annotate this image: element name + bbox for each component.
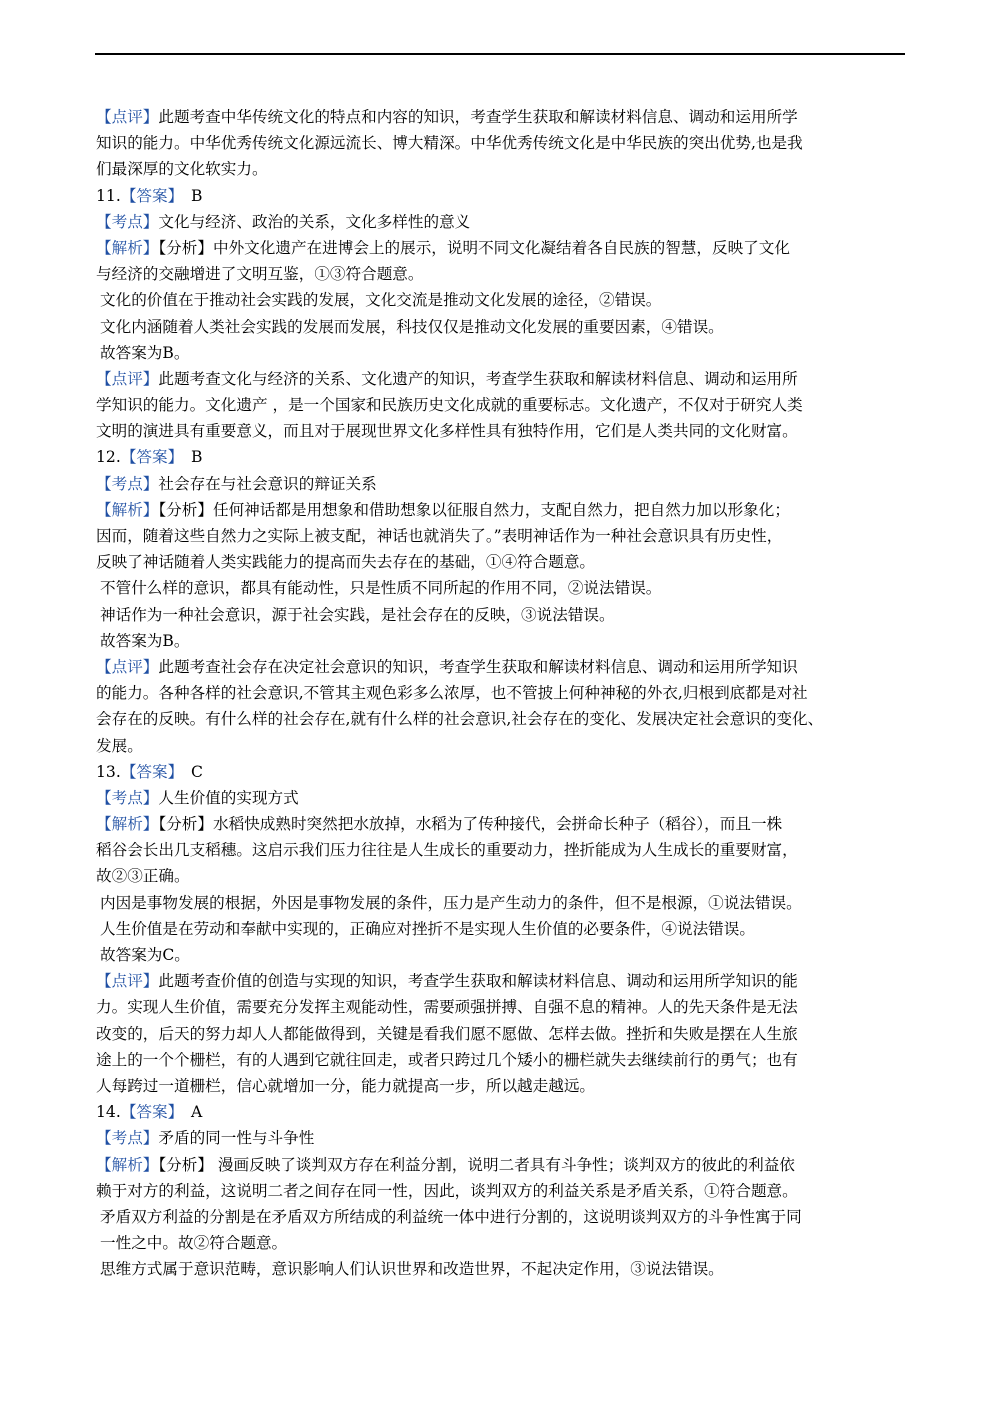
sub-tag: 【分析】 [158,500,213,519]
paragraph-line [96,209,904,235]
paragraph-line [96,1152,904,1178]
paragraph-text: 中外文化遗产在进博会上的展示，说明不同文化凝结着各自民族的智慧，反映了文化 [212,238,790,257]
paragraph-text: 与经济的交融增进了文明互鉴，①③符合题意。 [96,265,424,284]
sub-tag: 【分析】 [158,1155,213,1174]
section-tag: 【考点】 [96,1129,159,1148]
answer-line [96,759,904,785]
paragraph-text: 力。实现人生价值，需要充分发挥主观能动性，需要顽强拼搏、自强不息的精神。人的先天条件是无法 [96,998,798,1017]
paragraph-text: 人每跨过一道栅栏，信心就增加一分，能力就提高一步，所以越走越远。 [96,1076,596,1095]
paragraph-text: 会存在的反映。有什么样的社会存在,就有什么样的社会意识,社会存在的变化、发展决定社会意识的变化、 [96,710,824,729]
paragraph-text: 学知识的能力。文化遗产 ，是一个国家和民族历史文化成就的重要标志。文化遗产，不仅对于研究人类 [96,396,803,415]
paragraph-line: 文化的价值在于推动社会实践的发展，文化交流是推动文化发展的途径，②错误。 [100,291,662,310]
paragraph-line: 内因是事物发展的根据，外因是事物发展的条件，压力是产生动力的条件，但不是根源，①说法错误。 [100,893,802,912]
paragraph-text: 矛盾的同一性与斗争性 [158,1129,315,1148]
section-tag: 【点评】 [96,972,159,991]
answer-value: C [191,762,203,781]
paragraph-line [96,968,904,994]
paragraph-text: 反映了神话随着人类实践能力的提高而失去存在的基础，①④符合题意。 [96,553,596,572]
paragraph-line: 故答案为B。 [100,631,190,650]
paragraph-text: 人生价值的实现方式 [158,788,299,807]
document-body [96,104,904,1282]
paragraph-line [96,497,904,523]
paragraph-line [96,549,904,575]
paragraph-text: 的能力。各种各样的社会意识,不管其主观色彩多么浓厚，也不管披上何种神秘的外衣,归根到底都是对社 [96,684,808,703]
paragraph-line: 神话作为一种社会意识，源于社会实践，是社会存在的反映，③说法错误。 [100,605,615,624]
answer-value: B [191,186,203,205]
paragraph-line: 文化内涵随着人类社会实践的发展而发展，科技仅仅是推动文化发展的重要因素，④错误。 [100,317,724,336]
paragraph-line [96,863,904,889]
paragraph-line [96,1073,904,1099]
section-tag: 【考点】 [96,474,159,493]
paragraph-text: 社会存在与社会意识的辩证关系 [158,474,377,493]
paragraph-text: 漫画反映了谈判双方存在利益分割，说明二者具有斗争性；谈判双方的彼此的利益依 [212,1155,795,1174]
section-tag: 【点评】 [96,369,159,388]
paragraph-text: 水稻快成熟时突然把水放掉，水稻为了传种接代，会拼命长种子（稻谷），而且一株 [212,815,783,834]
question-number: 13. [96,762,121,781]
sub-tag: 【分析】 [158,238,213,257]
paragraph-line [96,706,904,732]
paragraph-text: 此题考查文化与经济的关系、文化遗产的知识，考查学生获取和解读材料信息、调动和运用所 [158,369,798,388]
paragraph-text: 发展。 [96,736,143,755]
section-tag: 【点评】 [96,108,159,126]
answer-line [96,183,904,209]
paragraph-text: 故②③正确。 [96,867,190,886]
answer-line [96,444,904,470]
paragraph-line [96,654,904,680]
question-number: 11. [96,186,121,205]
paragraph-text: 们最深厚的文化软实力。 [96,160,268,179]
section-tag: 【点评】 [96,657,159,676]
paragraph-line [96,104,904,130]
paragraph-line [96,392,904,418]
paragraph-text: 任何神话都是用想象和借助想象以征服自然力，支配自然力，把自然力加以形象化； [212,500,790,519]
answer-tag: 【答案】 [120,762,184,781]
paragraph-line [96,811,904,837]
paragraph-line [96,471,904,497]
question-number: 12. [96,448,121,467]
paragraph-line [96,418,904,444]
paragraph-text: 稻谷会长出几支稻穗。这启示我们压力往往是人生成长的重要动力，挫折能成为人生成长的重要财富， [96,841,798,860]
paragraph-line [96,523,904,549]
paragraph-text: 此题考查中华传统文化的特点和内容的知识，考查学生获取和解读材料信息、调动和运用所学 [158,108,798,126]
section-tag: 【解析】 [96,815,159,834]
paragraph-text: 此题考查价值的创造与实现的知识，考查学生获取和解读材料信息、调动和运用所学知识的能 [158,972,798,991]
paragraph-text: 文明的演进具有重要意义，而且对于展现世界文化多样性具有独特作用，它们是人类共同的文化财富。 [96,422,798,441]
sub-tag: 【分析】 [158,815,213,834]
section-tag: 【解析】 [96,238,159,257]
paragraph-text: 文化与经济、政治的关系，文化多样性的意义 [158,212,471,231]
answer-tag: 【答案】 [120,1103,184,1122]
paragraph-line [96,261,904,287]
answer-value: B [191,448,203,467]
paragraph-line: 故答案为B。 [100,343,190,362]
section-tag: 【解析】 [96,500,159,519]
paragraph-line [96,1021,904,1047]
paragraph-line [96,235,904,261]
answer-tag: 【答案】 [120,186,184,205]
header-rule [95,53,905,55]
section-tag: 【考点】 [96,212,159,231]
paragraph-line [96,1178,904,1204]
paragraph-line [96,680,904,706]
paragraph-line [96,366,904,392]
paragraph-text: 途上的一个个栅栏，有的人遇到它就往回走，或者只跨过几个矮小的栅栏就失去继续前行的勇气；也有 [96,1050,798,1069]
paragraph-line [96,994,904,1020]
paragraph-line: 思维方式属于意识范畴，意识影响人们认识世界和改造世界，不起决定作用，③说法错误。 [100,1260,724,1279]
paragraph-line: 不管什么样的意识，都具有能动性，只是性质不同所起的作用不同，②说法错误。 [100,579,662,598]
answer-tag: 【答案】 [120,448,184,467]
paragraph-line [96,156,904,182]
paragraph-line: 人生价值是在劳动和奉献中实现的，正确应对挫折不是实现人生价值的必要条件，④说法错误。 [100,919,755,938]
answer-value: A [191,1103,203,1122]
paragraph-line: 一性之中。故②符合题意。 [100,1234,288,1253]
paragraph-line: 矛盾双方利益的分割是在矛盾双方所结成的利益统一体中进行分割的，这说明谈判双方的斗争性寓于同 [100,1207,802,1226]
paragraph-line [96,837,904,863]
paragraph-line [96,130,904,156]
paragraph-text: 知识的能力。中华优秀传统文化源远流长、博大精深。中华优秀传统文化是中华民族的突出优势,也是我 [96,134,803,153]
section-tag: 【考点】 [96,788,159,807]
question-number: 14. [96,1103,121,1122]
paragraph-text: 此题考查社会存在决定社会意识的知识，考查学生获取和解读材料信息、调动和运用所学知识 [158,657,798,676]
paragraph-line [96,785,904,811]
paragraph-line [96,733,904,759]
paragraph-text: 因而，随着这些自然力之实际上被支配，神话也就消失了。”表明神话作为一种社会意识具有历史性， [96,527,783,545]
paragraph-text: 改变的，后天的努力却人人都能做得到，关键是看我们愿不愿做、怎样去做。挫折和失败是摆在人生旅 [96,1024,798,1043]
answer-line [96,1099,904,1125]
paragraph-line [96,1047,904,1073]
paragraph-line [96,1125,904,1151]
paragraph-text: 赖于对方的利益，这说明二者之间存在同一性，因此，谈判双方的利益关系是矛盾关系，①符合题意。 [96,1181,798,1200]
paragraph-line: 故答案为C。 [100,946,190,964]
section-tag: 【解析】 [96,1155,159,1174]
